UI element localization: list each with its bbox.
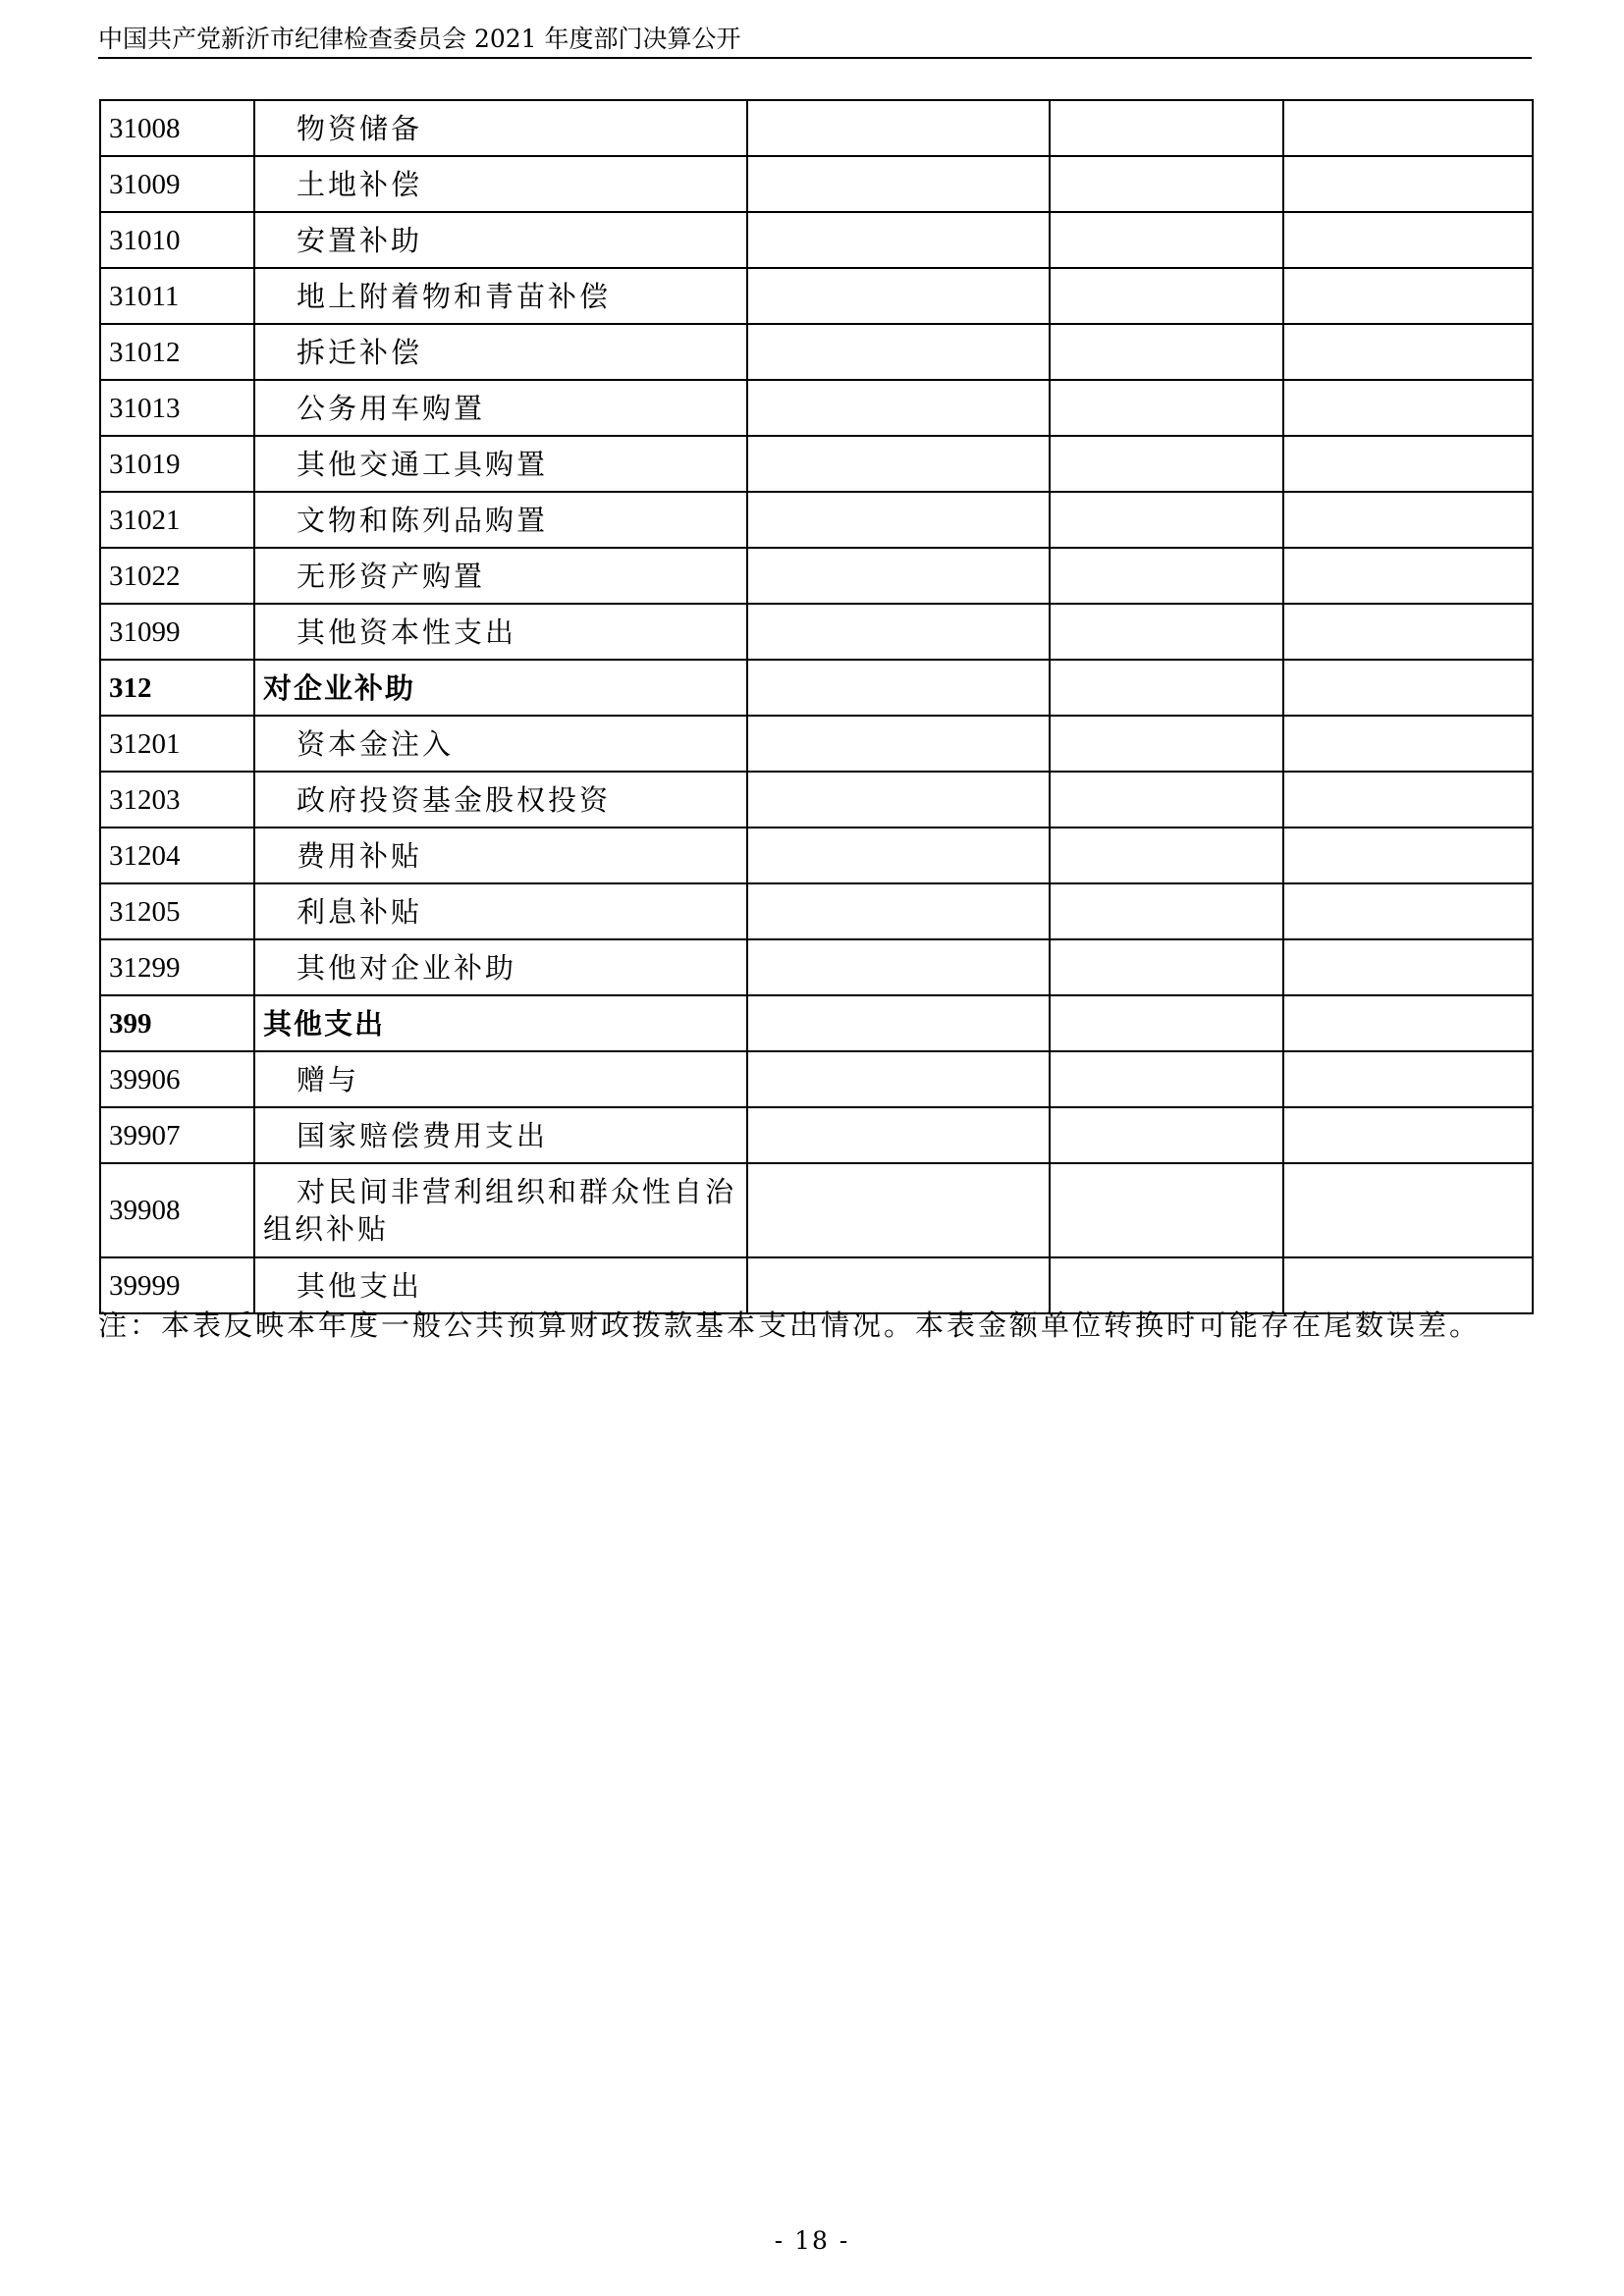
- table-note: 注：本表反映本年度一般公共预算财政拨款基本支出情况。本表金额单位转换时可能存在尾数误差。: [98, 1308, 1482, 1342]
- row-value-cell: [747, 156, 1050, 212]
- row-value-cell: [1283, 492, 1533, 548]
- row-value-cell: [1283, 772, 1533, 828]
- row-value-cell: [1283, 660, 1533, 716]
- row-name: [254, 268, 747, 324]
- row-value-cell: [1283, 380, 1533, 436]
- table-row: [100, 883, 1533, 939]
- row-code: 312: [100, 660, 254, 716]
- row-code: 39906: [100, 1051, 254, 1107]
- row-value-cell: [747, 436, 1050, 492]
- row-value-cell: [747, 1107, 1050, 1163]
- table-row: [100, 324, 1533, 380]
- row-value-cell: [747, 772, 1050, 828]
- table-row: [100, 212, 1533, 268]
- row-name: [254, 883, 747, 939]
- table-row: [100, 492, 1533, 548]
- table-row: [100, 1107, 1533, 1163]
- row-name-text-line1: 对民间非营利组织和群众性自治: [297, 1175, 737, 1208]
- row-code: 31205: [100, 883, 254, 939]
- row-name: 对企业补助: [254, 660, 747, 716]
- page-header-title: 中国共产党新沂市纪律检查委员会 2021 年度部门决算公开: [98, 25, 741, 53]
- row-value-cell: [1283, 1107, 1533, 1163]
- row-value-cell: [747, 604, 1050, 660]
- row-name: [254, 604, 747, 660]
- row-value-cell: [1050, 324, 1283, 380]
- row-value-cell: [1050, 1051, 1283, 1107]
- row-name: [254, 380, 747, 436]
- row-value-cell: [1283, 828, 1533, 883]
- row-value-cell: [1050, 156, 1283, 212]
- row-name-text: 无形资产购置: [297, 559, 486, 593]
- row-value-cell: [1050, 100, 1283, 156]
- row-name: [254, 939, 747, 995]
- row-code: 39908: [100, 1163, 254, 1257]
- row-value-cell: [1283, 1163, 1533, 1257]
- row-value-cell: [1050, 380, 1283, 436]
- row-code: 31021: [100, 492, 254, 548]
- row-name-text: 其他交通工具购置: [297, 447, 549, 481]
- row-code: 31022: [100, 548, 254, 604]
- table-row: [100, 1051, 1533, 1107]
- table-row: [100, 828, 1533, 883]
- row-value-cell: [1050, 548, 1283, 604]
- row-name: [254, 100, 747, 156]
- row-value-cell: [1050, 939, 1283, 995]
- row-value-cell: [747, 828, 1050, 883]
- row-name: [254, 772, 747, 828]
- row-name: [254, 1163, 747, 1257]
- row-value-cell: [747, 212, 1050, 268]
- row-value-cell: [747, 1051, 1050, 1107]
- row-code: 31012: [100, 324, 254, 380]
- row-name-text: 国家赔偿费用支出: [297, 1118, 549, 1152]
- table-row-category: [100, 995, 1533, 1051]
- page-number: - 18 -: [774, 2226, 850, 2255]
- row-value-cell: [1050, 828, 1283, 883]
- row-code: 31299: [100, 939, 254, 995]
- row-name-text: 拆迁补偿: [297, 335, 423, 369]
- row-code: 31099: [100, 604, 254, 660]
- row-name: [254, 324, 747, 380]
- row-value-cell: [747, 324, 1050, 380]
- row-name-text: 土地补偿: [297, 167, 423, 201]
- table-row: [100, 772, 1533, 828]
- row-value-cell: [1050, 772, 1283, 828]
- row-value-cell: [747, 380, 1050, 436]
- row-name: [254, 156, 747, 212]
- row-value-cell: [1283, 212, 1533, 268]
- table-row-category: [100, 660, 1533, 716]
- row-code: 31009: [100, 156, 254, 212]
- row-name-text: 其他支出: [297, 1268, 423, 1303]
- row-value-cell: [747, 716, 1050, 772]
- row-name-text: 政府投资基金股权投资: [297, 782, 612, 817]
- row-name: 其他支出: [254, 995, 747, 1051]
- row-name-text: 公务用车购置: [297, 391, 486, 425]
- table-row: [100, 548, 1533, 604]
- table-row: [100, 939, 1533, 995]
- row-value-cell: [1283, 156, 1533, 212]
- row-name-text: 利息补贴: [297, 894, 423, 929]
- row-value-cell: [747, 548, 1050, 604]
- row-code: 39999: [100, 1257, 254, 1313]
- row-code: 31011: [100, 268, 254, 324]
- row-value-cell: [1050, 436, 1283, 492]
- row-value-cell: [1050, 883, 1283, 939]
- row-value-cell: [1050, 492, 1283, 548]
- row-name: [254, 828, 747, 883]
- row-value-cell: [747, 660, 1050, 716]
- row-value-cell: [747, 268, 1050, 324]
- row-name: [254, 492, 747, 548]
- row-code: 31010: [100, 212, 254, 268]
- row-value-cell: [1050, 212, 1283, 268]
- row-value-cell: [1283, 548, 1533, 604]
- table-row: [100, 156, 1533, 212]
- row-name-text: 安置补助: [297, 223, 423, 257]
- row-name: [254, 436, 747, 492]
- row-value-cell: [1283, 939, 1533, 995]
- row-value-cell: [1050, 660, 1283, 716]
- row-value-cell: [1283, 716, 1533, 772]
- row-value-cell: [1050, 604, 1283, 660]
- table-row: [100, 268, 1533, 324]
- row-code: 31204: [100, 828, 254, 883]
- row-code: 31203: [100, 772, 254, 828]
- row-value-cell: [1050, 268, 1283, 324]
- row-value-cell: [747, 100, 1050, 156]
- table-row: [100, 380, 1533, 436]
- row-value-cell: [1283, 100, 1533, 156]
- row-value-cell: [1283, 324, 1533, 380]
- row-name: [254, 212, 747, 268]
- row-value-cell: [1283, 436, 1533, 492]
- row-value-cell: [747, 492, 1050, 548]
- row-value-cell: [1050, 1107, 1283, 1163]
- row-name-text: 其他对企业补助: [297, 950, 517, 985]
- row-code: 31019: [100, 436, 254, 492]
- row-name-text-line2: 组织补贴: [263, 1212, 390, 1246]
- table-row: [100, 436, 1533, 492]
- row-code: 31201: [100, 716, 254, 772]
- row-value-cell: [1050, 716, 1283, 772]
- row-value-cell: [1283, 268, 1533, 324]
- table-row: [100, 604, 1533, 660]
- row-value-cell: [1283, 1051, 1533, 1107]
- row-value-cell: [1050, 995, 1283, 1051]
- row-value-cell: [1283, 883, 1533, 939]
- row-value-cell: [747, 939, 1050, 995]
- table-row: [100, 716, 1533, 772]
- row-name: [254, 1051, 747, 1107]
- row-code: 31013: [100, 380, 254, 436]
- row-name-text: 费用补贴: [297, 838, 423, 873]
- row-name: [254, 548, 747, 604]
- row-value-cell: [1283, 995, 1533, 1051]
- table-row: [100, 1163, 1533, 1257]
- table-row: [100, 100, 1533, 156]
- row-name-text: 赠与: [297, 1062, 360, 1096]
- row-value-cell: [747, 995, 1050, 1051]
- row-code: 39907: [100, 1107, 254, 1163]
- row-value-cell: [1283, 604, 1533, 660]
- row-name: [254, 1107, 747, 1163]
- row-name-text: 地上附着物和青苗补偿: [297, 279, 612, 313]
- row-code: 31008: [100, 100, 254, 156]
- row-code: 399: [100, 995, 254, 1051]
- row-name-text: 资本金注入: [297, 726, 455, 761]
- row-name-text: 物资储备: [297, 111, 423, 145]
- expense-table: [99, 99, 1534, 1314]
- row-value-cell: [1050, 1163, 1283, 1257]
- row-name-text: 其他资本性支出: [297, 614, 517, 649]
- row-value-cell: [747, 883, 1050, 939]
- row-name: [254, 716, 747, 772]
- row-name-text: 文物和陈列品购置: [297, 503, 549, 537]
- header-divider: [98, 57, 1532, 59]
- row-value-cell: [747, 1163, 1050, 1257]
